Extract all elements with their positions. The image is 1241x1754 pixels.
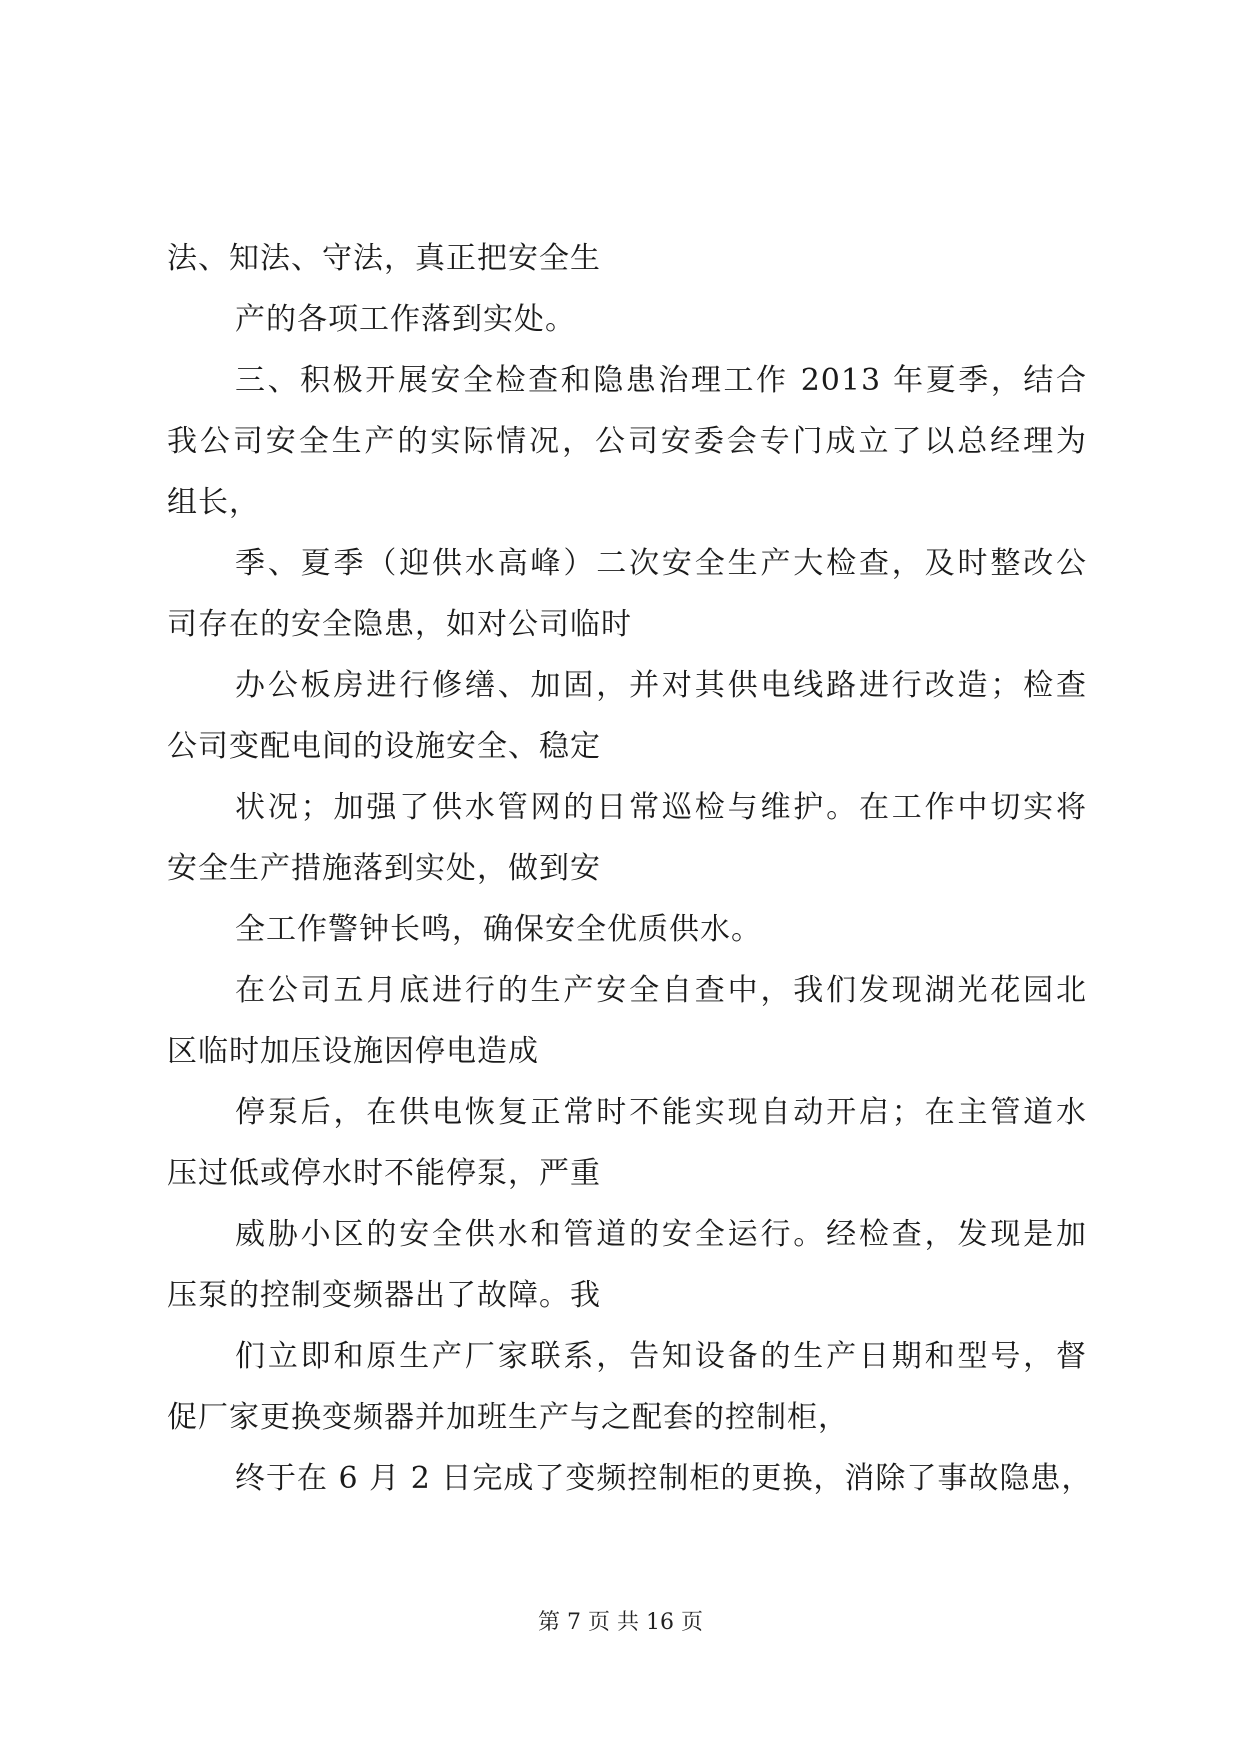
text-line: 我公司安全生产的实际情况，公司安委会专门成立了以总经理为: [167, 424, 1087, 459]
text-line: 产的各项工作落到实处。: [235, 302, 576, 337]
text-line: 停泵后，在供电恢复正常时不能实现自动开启；在主管道水: [235, 1095, 1087, 1130]
text-line: 压过低或停水时不能停泵，严重: [167, 1156, 601, 1191]
text-line: 季、夏季（迎供水高峰）二次安全生产大检查，及时整改公: [235, 546, 1087, 581]
text-line: 公司变配电间的设施安全、稳定: [167, 729, 601, 764]
page-number-footer: 第 7 页 共 16 页: [538, 1610, 703, 1635]
text-line: 们立即和原生产厂家联系，告知设备的生产日期和型号，督: [235, 1339, 1087, 1374]
text-line: 压泵的控制变频器出了故障。我: [167, 1278, 601, 1313]
text-line: 全工作警钟长鸣，确保安全优质供水。: [235, 912, 762, 947]
text-line: 威胁小区的安全供水和管道的安全运行。经检查，发现是加: [235, 1217, 1087, 1252]
text-line: 状况；加强了供水管网的日常巡检与维护。在工作中切实将: [235, 790, 1087, 825]
text-line: 办公板房进行修缮、加固，并对其供电线路进行改造；检查: [235, 668, 1087, 703]
text-line: 终于在 6 月 2 日完成了变频控制柜的更换，消除了事故隐患，: [235, 1461, 1093, 1496]
text-line: 在公司五月底进行的生产安全自查中，我们发现湖光花园北: [235, 973, 1087, 1008]
text-line: 促厂家更换变频器并加班生产与之配套的控制柜，: [167, 1400, 849, 1435]
text-line: 法、知法、守法，真正把安全生: [167, 241, 601, 276]
text-line: 区临时加压设施因停电造成: [167, 1034, 539, 1069]
text-line: 司存在的安全隐患，如对公司临时: [167, 607, 632, 642]
body-text: [167, 228, 1093, 1509]
text-line: 组长，: [167, 485, 260, 520]
text-line: 三、积极开展安全检查和隐患治理工作 2013 年夏季，结合: [235, 363, 1087, 398]
text-line: 安全生产措施落到实处，做到安: [167, 851, 601, 886]
